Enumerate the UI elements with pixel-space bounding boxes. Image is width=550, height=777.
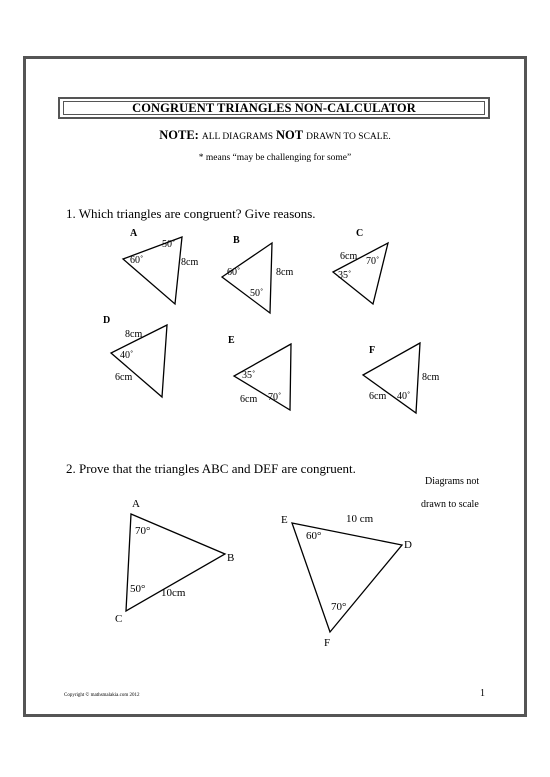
triangle-f-side2: 6cm	[369, 391, 387, 402]
vertex-c-label: C	[115, 613, 123, 625]
angle-f-label: 70°	[331, 601, 347, 613]
triangle-a-side: 8cm	[181, 257, 199, 268]
triangle-a-angle1: 50˚	[162, 239, 176, 250]
triangle-c	[333, 228, 388, 304]
triangle-a	[123, 228, 198, 304]
triangle-e-angle2: 70˚	[268, 392, 282, 403]
question-2: 2. Prove that the triangles ABC and DEF are congruent.	[66, 461, 356, 476]
vertex-b-label: B	[227, 552, 235, 564]
triangle-a-letter: A	[130, 228, 138, 239]
triangle-c-side: 6cm	[340, 251, 358, 262]
triangle-b-letter: B	[233, 235, 240, 246]
triangle-b	[222, 235, 293, 313]
angle-e-label: 60°	[306, 530, 322, 542]
note-part2: DRAWN TO SCALE.	[306, 132, 391, 142]
triangle-d-side2: 6cm	[115, 372, 133, 383]
angle-c-label: 50°	[130, 583, 146, 595]
challenge-note: * means “may be challenging for some”	[198, 153, 352, 163]
diagrams-note-line1: Diagrams not	[425, 476, 480, 487]
triangle-c-angle1: 70˚	[366, 256, 380, 267]
triangle-d-letter: D	[103, 315, 111, 326]
triangle-f-angle: 40˚	[397, 391, 411, 402]
page-number: 1	[480, 688, 485, 699]
triangle-def	[281, 513, 412, 649]
triangle-abc	[115, 498, 234, 625]
vertex-a-label: A	[132, 498, 140, 510]
copyright-text: Copyright © mathsmalakia.com 2012	[64, 693, 140, 698]
triangle-e-letter: E	[228, 335, 235, 346]
side-ed-label: 10 cm	[346, 513, 374, 525]
triangle-e	[228, 335, 291, 410]
vertex-f-label: F	[324, 637, 331, 649]
triangle-c-angle2: 35˚	[338, 270, 352, 281]
side-bc-label: 10cm	[161, 587, 186, 599]
triangle-d	[103, 315, 167, 397]
triangle-e-side: 6cm	[240, 394, 258, 405]
question-1: 1. Which triangles are congruent? Give reasons.	[66, 206, 316, 221]
note-part1: ALL DIAGRAMS	[201, 132, 273, 142]
triangle-d-side1: 8cm	[125, 329, 143, 340]
triangle-b-shape	[222, 243, 272, 313]
vertex-e-label: E	[281, 514, 288, 526]
diagrams-note-line2: drawn to scale	[421, 499, 479, 510]
triangle-f-letter: F	[369, 345, 376, 356]
note-emph: NOT	[276, 128, 304, 142]
triangle-c-letter: C	[356, 228, 364, 239]
triangle-a-angle2: 60˚	[130, 255, 144, 266]
page-title: CONGRUENT TRIANGLES NON-CALCULATOR	[63, 101, 485, 115]
triangle-d-angle: 40˚	[120, 350, 134, 361]
triangle-e-angle1: 35˚	[242, 370, 256, 381]
note-lead: NOTE:	[159, 128, 199, 142]
triangle-b-angle2: 50˚	[250, 288, 264, 299]
triangle-b-side: 8cm	[276, 267, 294, 278]
angle-a-label: 70°	[135, 525, 151, 537]
vertex-d-label: D	[404, 539, 412, 551]
triangle-b-angle1: 60˚	[227, 267, 241, 278]
triangle-f	[363, 343, 439, 413]
triangle-f-side1: 8cm	[422, 372, 440, 383]
